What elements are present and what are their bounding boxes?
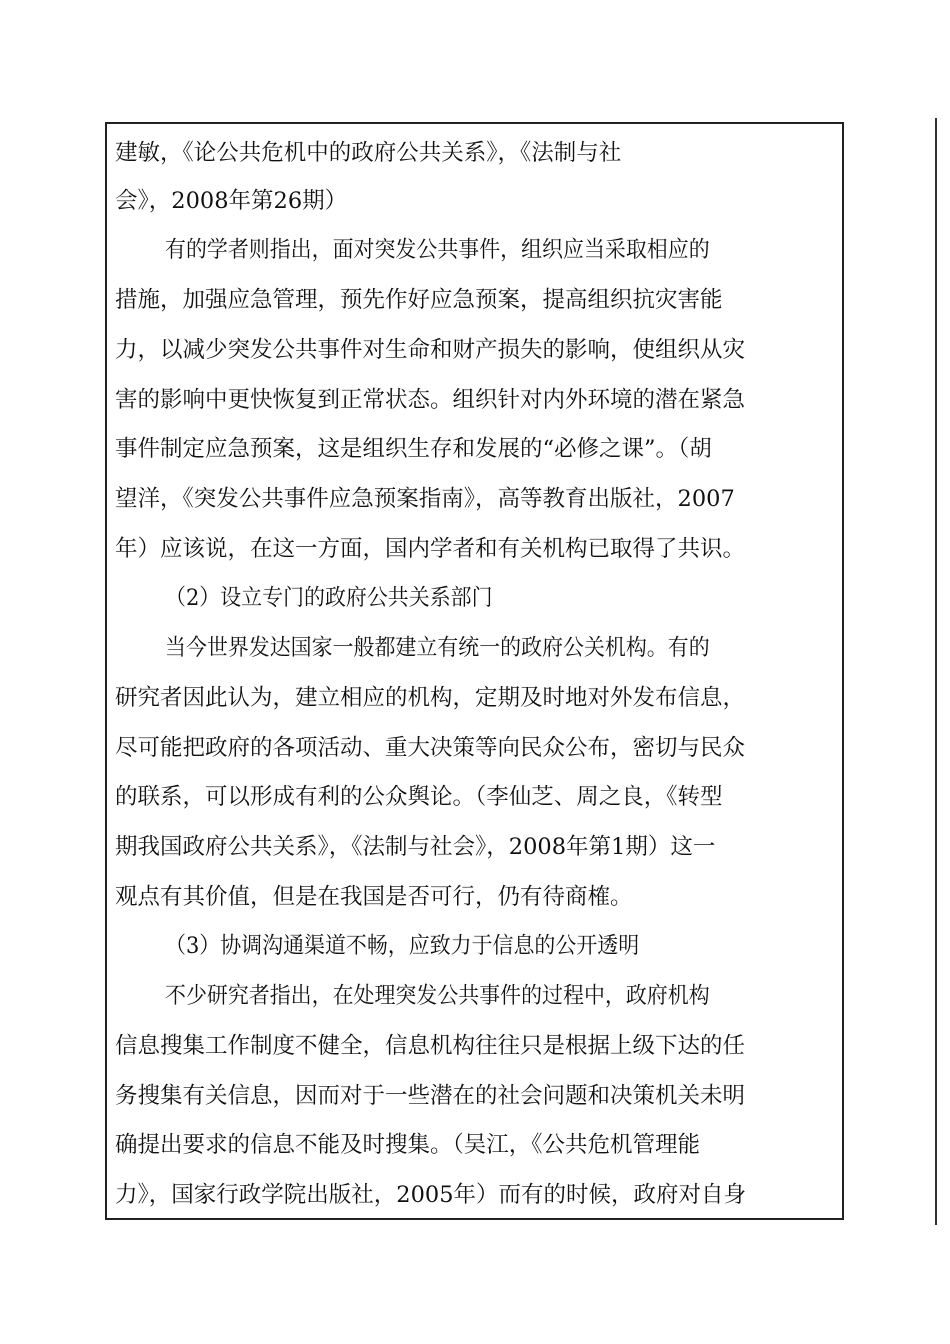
text-line: 研究者因此认为，建立相应的机构，定期及时地对外发布信息， xyxy=(115,685,746,711)
text-line: 会》，2008年第26期） xyxy=(115,188,348,214)
text-line: 务搜集有关信息，因而对于一些潜在的社会问题和决策机关未明 xyxy=(115,1083,746,1109)
text-line: 力》，国家行政学院出版社，2005年）而有的时候，政府对自身 xyxy=(115,1182,747,1208)
text-line: 确提出要求的信息不能及时搜集。（吴江，《公共危机管理能 xyxy=(115,1132,701,1158)
text-line: 望洋，《突发公共事件应急预案指南》，高等教育出版社，2007 xyxy=(115,486,735,512)
section-heading: （3）协调沟通渠道不畅，应致力于信息的公开透明 xyxy=(165,933,640,959)
text-line: 有的学者则指出，面对突发公共事件，组织应当采取相应的 xyxy=(165,237,710,263)
text-line: 当今世界发达国家一般都建立有统一的政府公关机构。有的 xyxy=(165,635,710,661)
text-line: 信息搜集工作制度不健全，信息机构往往只是根据上级下达的任 xyxy=(115,1033,746,1059)
right-margin-rule xyxy=(935,118,937,1225)
text-line: 观点有其价值，但是在我国是否可行，仍有待商榷。 xyxy=(115,884,633,910)
text-line: 害的影响中更快恢复到正常状态。组织针对内外环境的潜在紧急 xyxy=(115,387,746,413)
section-heading: （2）设立专门的政府公共关系部门 xyxy=(165,585,493,611)
text-line: 建敏，《论公共危机中的政府公共关系》，《法制与社 xyxy=(115,140,622,166)
text-line: 力，以减少突发公共事件对生命和财产损失的影响，使组织从灾 xyxy=(115,337,746,363)
text-line: 期我国政府公共关系》，《法制与社会》，2008年第1期）这一 xyxy=(115,834,716,860)
text-line: 年）应该说，在这一方面，国内学者和有关机构已取得了共识。 xyxy=(115,536,746,562)
text-line: 事件制定应急预案，这是组织生存和发展的“必修之课”。（胡 xyxy=(115,436,712,462)
text-line: 不少研究者指出，在处理突发公共事件的过程中，政府机构 xyxy=(165,983,710,1009)
text-line: 措施，加强应急管理，预先作好应急预案，提高组织抗灾害能 xyxy=(115,287,723,313)
text-line: 尽可能把政府的各项活动、重大决策等向民众公布，密切与民众 xyxy=(115,735,746,761)
text-line: 的联系，可以形成有利的公众舆论。（李仙芝、周之良，《转型 xyxy=(115,784,723,810)
